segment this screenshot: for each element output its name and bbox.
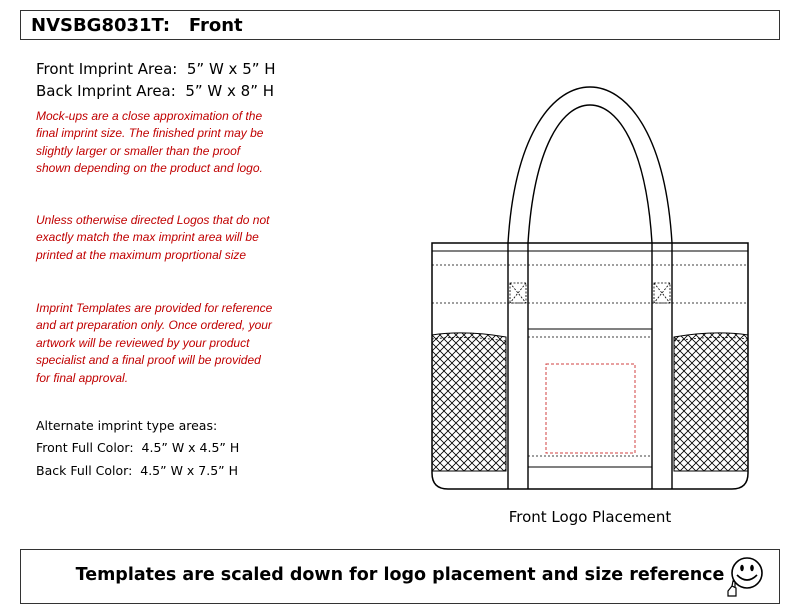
tote-bag-drawing (420, 75, 760, 500)
front-logo-placement-caption: Front Logo Placement (508, 508, 672, 526)
alternate-back: Back Full Color: 4.5” W x 7.5” H (36, 463, 239, 478)
bag-handles (508, 87, 672, 243)
right-mesh-pocket (674, 333, 748, 471)
footer-note: Templates are scaled down for logo placement and size reference (75, 565, 725, 585)
alternate-heading: Alternate imprint type areas: (36, 418, 218, 433)
front-imprint-area: Front Imprint Area: 5” W x 5” H (36, 60, 276, 78)
back-imprint-area: Back Imprint Area: 5” W x 8” H (36, 82, 275, 100)
alternate-front: Front Full Color: 4.5” W x 4.5” H (36, 440, 240, 455)
header-box (20, 10, 780, 40)
template-note: Imprint Templates are provided for reference and art preparation only. Once ordered, your artwork will be reviewed by your product specialist and a final proof will be provided for final approval. (36, 301, 273, 385)
logo-size-note: Unless otherwise directed Logos that do not exactly match the max imprint area will be printed at the maximum proprtional size (36, 213, 270, 262)
footer-box (20, 549, 780, 604)
left-mesh-pocket (432, 333, 506, 471)
mockup-note: Mock-ups are a close approximation of the final imprint size. The finished print may be slightly larger or smaller than the proof shown depending on the product and logo. (36, 109, 264, 176)
smiley-thumbs-up-icon (721, 553, 769, 601)
product-title: NVSBG8031T: Front (31, 15, 243, 36)
